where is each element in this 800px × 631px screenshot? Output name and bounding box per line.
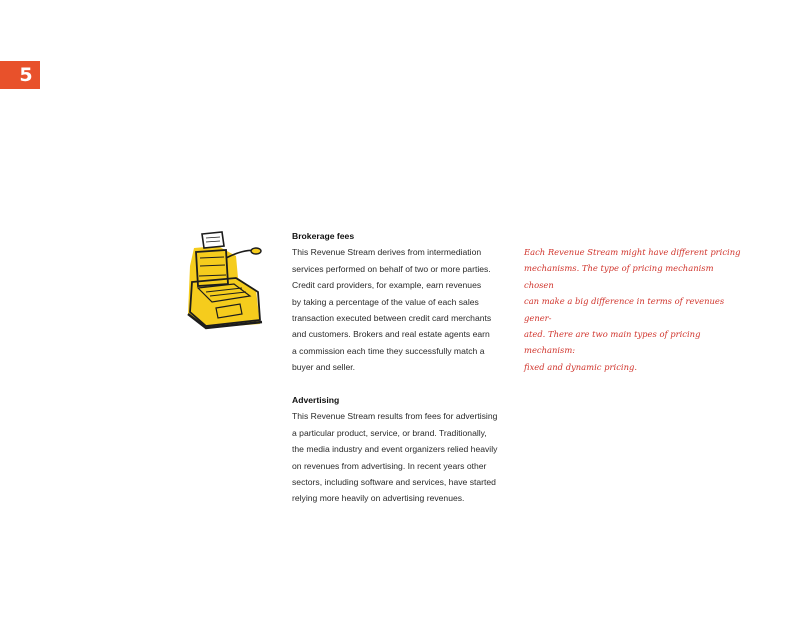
cash-register-icon xyxy=(176,226,266,334)
brokerage-line-2: services performed on behalf of two or more parties. xyxy=(292,263,491,274)
advertising-heading: Advertising xyxy=(292,395,340,406)
advertising-line-4: on revenues from advertising. In recent years other xyxy=(292,460,487,471)
advertising-line-5: sectors, including software and services, have started xyxy=(292,477,496,488)
advertising-line-3: the media industry and event organizers relied heavily xyxy=(292,444,498,455)
side-note-line-2: mechanisms. The type of pricing mechanism chosen xyxy=(524,263,714,290)
brokerage-line-8: buyer and seller. xyxy=(292,362,356,373)
side-note-line-3: can make a big difference in terms of revenues gener- xyxy=(524,296,725,323)
advertising-line-1: This Revenue Stream results from fees for advertising xyxy=(292,411,498,422)
brokerage-line-5: transaction executed between credit card merchants xyxy=(292,313,492,324)
brokerage-line-6: and customers. Brokers and real estate agents earn xyxy=(292,329,490,340)
side-note xyxy=(524,244,744,375)
brokerage-line-3: Credit card providers, for example, earn revenues xyxy=(292,280,482,291)
page-number: 5 xyxy=(19,64,33,86)
main-text-column xyxy=(292,228,517,507)
page-number-badge xyxy=(0,61,40,89)
advertising-line-2: a particular product, service, or brand. Traditionally, xyxy=(292,427,487,438)
brokerage-line-7: a commission each time they successfully match a xyxy=(292,345,485,356)
brokerage-fees-heading: Brokerage fees xyxy=(292,231,355,241)
brokerage-line-1: This Revenue Stream derives from intermediation xyxy=(292,247,482,258)
side-note-line-1: Each Revenue Stream might have different pricing xyxy=(524,247,741,257)
brokerage-line-4: by taking a percentage of the value of each sales xyxy=(292,296,479,307)
advertising-line-6: relying more heavily on advertising revenues. xyxy=(292,493,465,504)
side-note-line-5: fixed and dynamic pricing. xyxy=(524,361,637,372)
side-note-line-4: ated. There are two main types of pricing mechanism: xyxy=(524,329,701,356)
